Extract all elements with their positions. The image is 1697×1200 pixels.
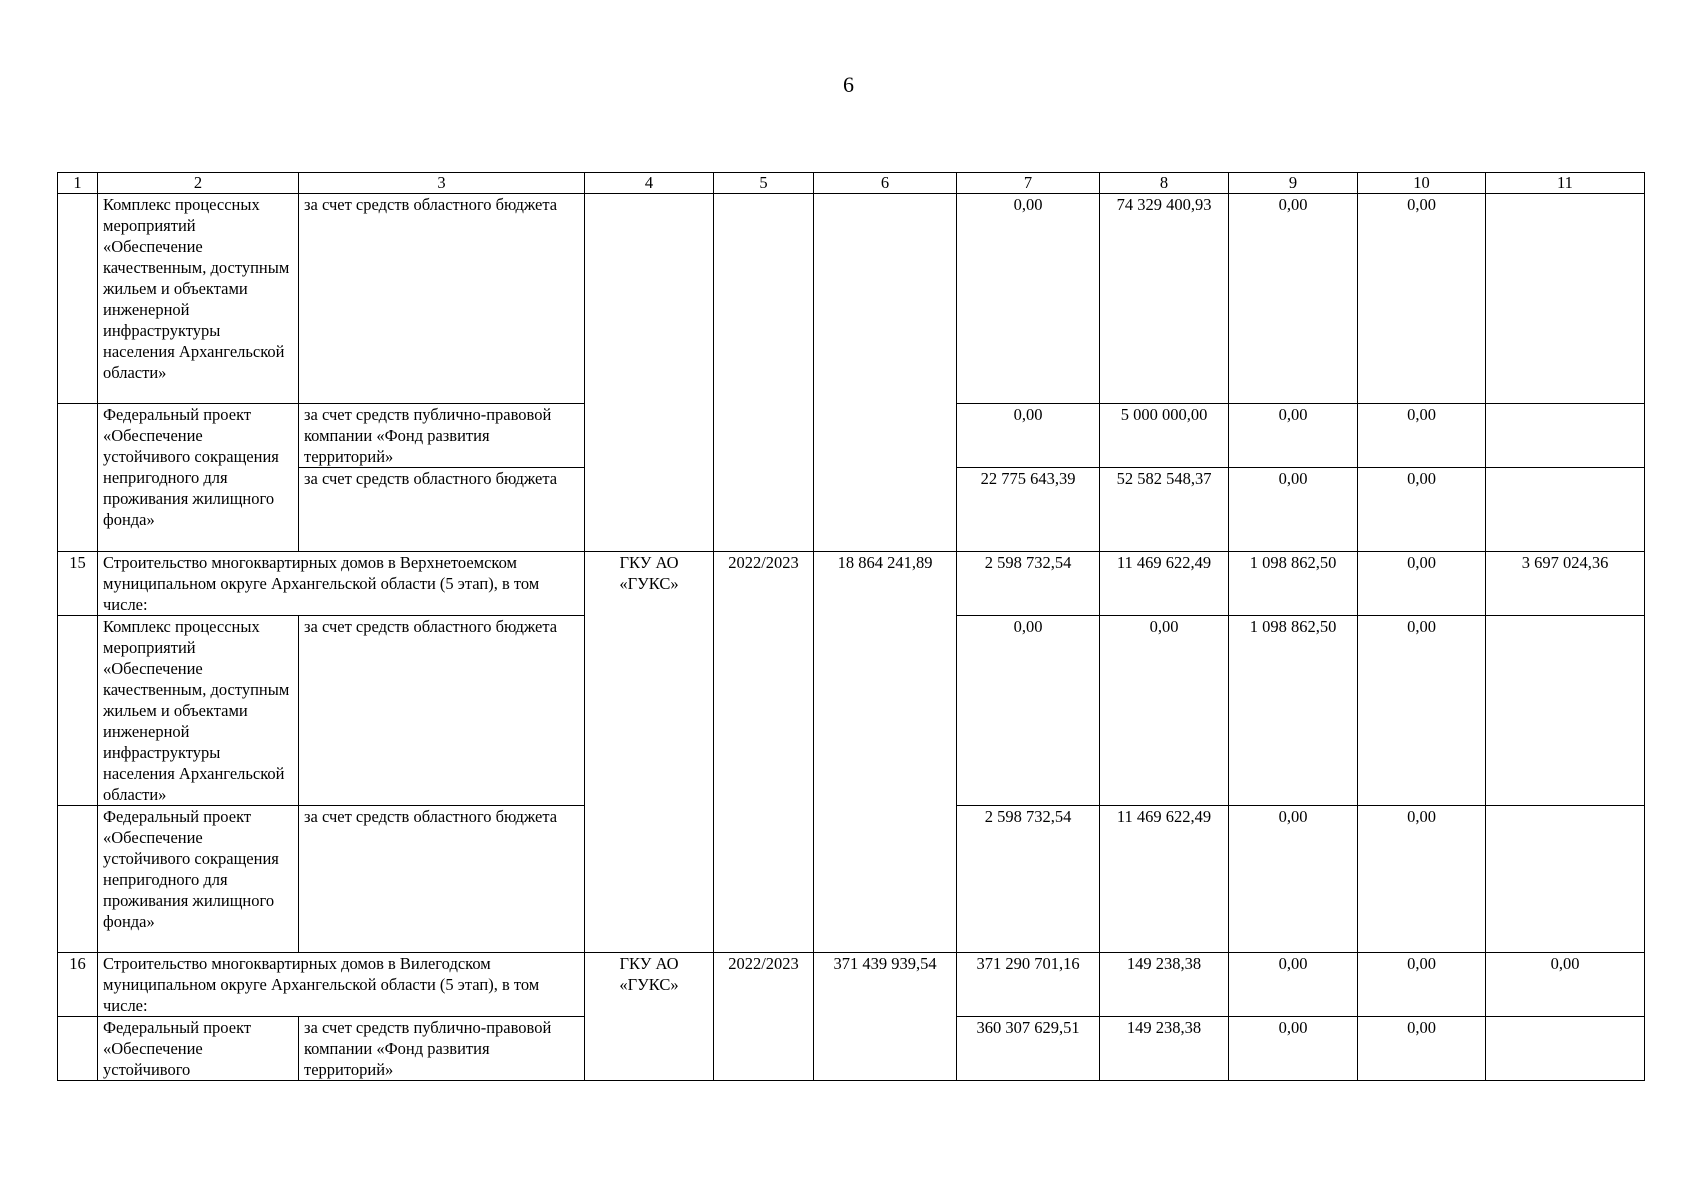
- measure-name: Федеральный проект «Обеспечение устойчивого сокращения непригодного для проживания жилищного фонда»: [98, 806, 299, 953]
- amount-col11: [1486, 1017, 1645, 1081]
- amount-col8: 0,00: [1100, 616, 1229, 806]
- table-row: [58, 194, 1645, 404]
- cost-cell: [814, 194, 957, 552]
- amount-col8: 74 329 400,93: [1100, 194, 1229, 404]
- row-number: 16: [58, 953, 98, 1017]
- customer-cell: [585, 194, 714, 552]
- column-number: 6: [814, 173, 957, 194]
- amount-col7: 0,00: [957, 194, 1100, 404]
- column-number: 4: [585, 173, 714, 194]
- amount-col11: [1486, 468, 1645, 552]
- amount-col10: 0,00: [1358, 806, 1486, 953]
- cost-cell: 371 439 939,54: [814, 953, 957, 1081]
- amount-col8: 149 238,38: [1100, 953, 1229, 1017]
- amount-col10: 0,00: [1358, 404, 1486, 468]
- measure-name: Федеральный проект «Обеспечение устойчивого: [98, 1017, 299, 1081]
- table-row: [58, 552, 1645, 616]
- amount-col7: 371 290 701,16: [957, 953, 1100, 1017]
- amount-col7: 0,00: [957, 616, 1100, 806]
- amount-col7: 360 307 629,51: [957, 1017, 1100, 1081]
- page-number: 6: [843, 72, 854, 97]
- column-number: 11: [1486, 173, 1645, 194]
- funding-source: за счет средств областного бюджета: [299, 194, 585, 404]
- period-cell: [714, 194, 814, 552]
- amount-col11: [1486, 404, 1645, 468]
- column-number: 1: [58, 173, 98, 194]
- funding-source: за счет средств публично-правовой компании «Фонд развития территорий»: [299, 404, 585, 468]
- amount-col9: 1 098 862,50: [1229, 616, 1358, 806]
- period-cell: 2022/2023: [714, 953, 814, 1081]
- amount-col11: 0,00: [1486, 953, 1645, 1017]
- table-row: [58, 953, 1645, 1017]
- column-number: 8: [1100, 173, 1229, 194]
- row-number-cell: [58, 194, 98, 404]
- amount-col11: [1486, 194, 1645, 404]
- customer-cell: ГКУ АО «ГУКС»: [585, 953, 714, 1081]
- cost-cell: 18 864 241,89: [814, 552, 957, 953]
- amount-col8: 149 238,38: [1100, 1017, 1229, 1081]
- amount-col11: 3 697 024,36: [1486, 552, 1645, 616]
- column-number: 9: [1229, 173, 1358, 194]
- amount-col10: 0,00: [1358, 552, 1486, 616]
- amount-col9: 0,00: [1229, 404, 1358, 468]
- amount-col8: 52 582 548,37: [1100, 468, 1229, 552]
- amount-col8: 5 000 000,00: [1100, 404, 1229, 468]
- amount-col10: 0,00: [1358, 194, 1486, 404]
- amount-col9: 1 098 862,50: [1229, 552, 1358, 616]
- amount-col10: 0,00: [1358, 1017, 1486, 1081]
- amount-col11: [1486, 616, 1645, 806]
- budget-table: [57, 172, 1645, 1081]
- period-cell: 2022/2023: [714, 552, 814, 953]
- amount-col9: 0,00: [1229, 1017, 1358, 1081]
- customer-cell: ГКУ АО «ГУКС»: [585, 552, 714, 953]
- amount-col11: [1486, 806, 1645, 953]
- amount-col10: 0,00: [1358, 616, 1486, 806]
- funding-source: за счет средств областного бюджета: [299, 806, 585, 953]
- object-title: Строительство многоквартирных домов в Верхнетоемском муниципальном округе Архангельской области (5 этап), в том числе:: [98, 552, 585, 616]
- row-number-cell: [58, 806, 98, 953]
- measure-name: Комплекс процессных мероприятий «Обеспечение качественным, доступным жильем и объектами инженерной инфраструктуры населения Архангельской области»: [98, 194, 299, 404]
- column-number: 10: [1358, 173, 1486, 194]
- object-title: Строительство многоквартирных домов в Вилегодском муниципальном округе Архангельской области (5 этап), в том числе:: [98, 953, 585, 1017]
- amount-col7: 22 775 643,39: [957, 468, 1100, 552]
- column-number-row: [58, 173, 1645, 194]
- amount-col8: 11 469 622,49: [1100, 552, 1229, 616]
- amount-col9: 0,00: [1229, 953, 1358, 1017]
- row-number: 15: [58, 552, 98, 616]
- measure-name: Федеральный проект «Обеспечение устойчивого сокращения непригодного для проживания жилищного фонда»: [98, 404, 299, 552]
- funding-source: за счет средств областного бюджета: [299, 468, 585, 552]
- amount-col7: 2 598 732,54: [957, 552, 1100, 616]
- amount-col8: 11 469 622,49: [1100, 806, 1229, 953]
- column-number: 3: [299, 173, 585, 194]
- amount-col10: 0,00: [1358, 468, 1486, 552]
- funding-source: за счет средств публично-правовой компании «Фонд развития территорий»: [299, 1017, 585, 1081]
- row-number-cell: [58, 616, 98, 806]
- row-number-cell: [58, 1017, 98, 1081]
- amount-col9: 0,00: [1229, 194, 1358, 404]
- amount-col9: 0,00: [1229, 468, 1358, 552]
- row-number-cell: [58, 404, 98, 552]
- measure-name: Комплекс процессных мероприятий «Обеспечение качественным, доступным жильем и объектами инженерной инфраструктуры населения Архангельской области»: [98, 616, 299, 806]
- amount-col10: 0,00: [1358, 953, 1486, 1017]
- amount-col7: 0,00: [957, 404, 1100, 468]
- column-number: 5: [714, 173, 814, 194]
- amount-col7: 2 598 732,54: [957, 806, 1100, 953]
- amount-col9: 0,00: [1229, 806, 1358, 953]
- column-number: 2: [98, 173, 299, 194]
- funding-source: за счет средств областного бюджета: [299, 616, 585, 806]
- column-number: 7: [957, 173, 1100, 194]
